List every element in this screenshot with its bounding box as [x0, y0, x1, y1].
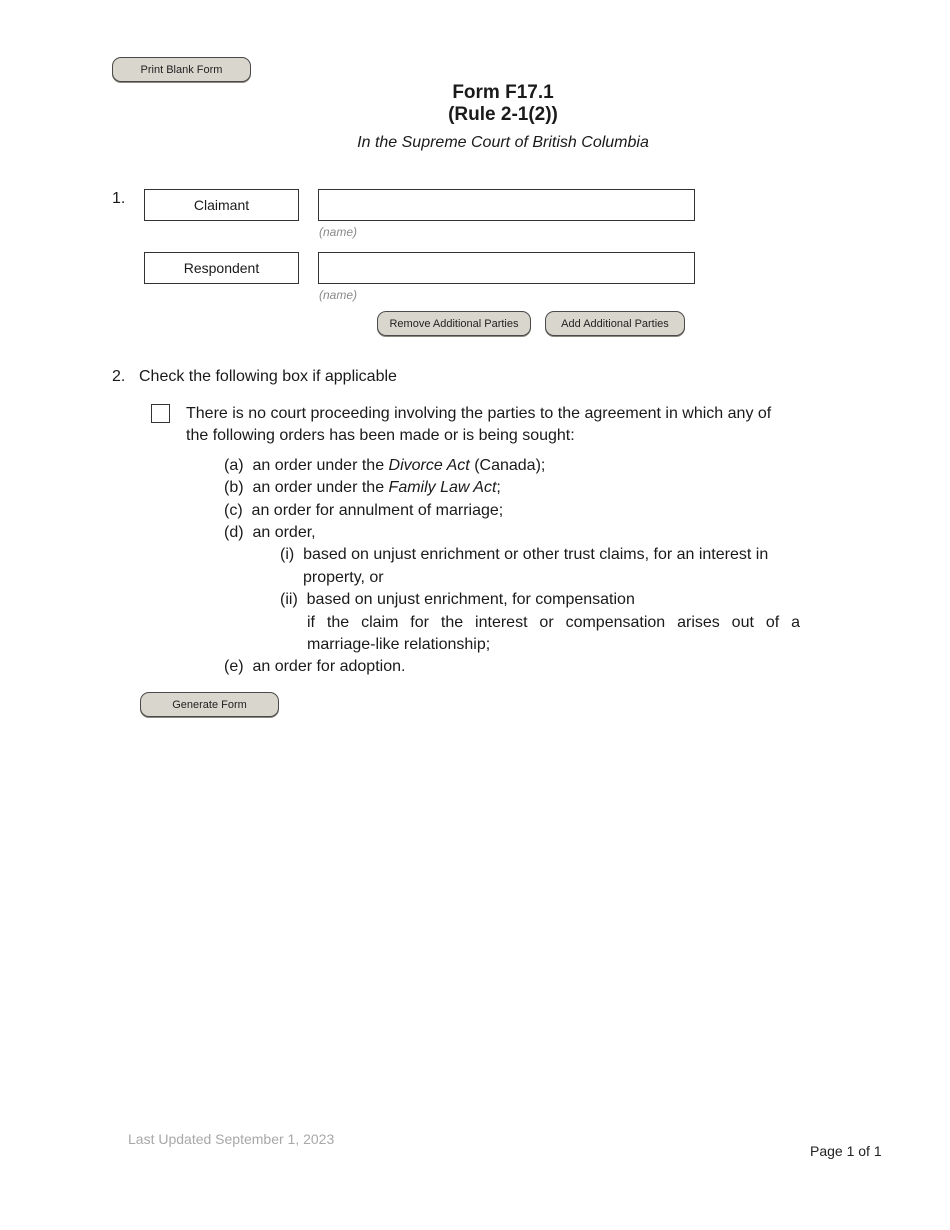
form-rule: (Rule 2-1(2)): [448, 104, 558, 125]
order-item-e: (e) an order for adoption.: [224, 658, 406, 675]
order-item-c: (c) an order for annulment of marriage;: [224, 502, 504, 519]
claimant-label: Claimant: [144, 189, 299, 221]
order-item-d-condition-line-2: marriage-like relationship;: [307, 636, 491, 653]
respondent-name-hint: (name): [319, 288, 358, 302]
family-law-act-italic: Family Law Act: [388, 479, 497, 496]
claimant-name-input[interactable]: [318, 189, 695, 221]
statement-line-2: the following orders has been made or is being sought:: [186, 427, 575, 444]
divorce-act-italic: Divorce Act: [388, 457, 470, 474]
order-item-d-i-line-1: (i) based on unjust enrichment or other trust claims, for an interest in: [280, 546, 769, 563]
court-name: In the Supreme Court of British Columbia: [357, 134, 649, 151]
item-b-suffix: ;: [496, 479, 501, 496]
order-item-d-ii: (ii) based on unjust enrichment, for compensation: [280, 591, 635, 608]
generate-form-button[interactable]: Generate Form: [140, 692, 279, 717]
form-number: Form F17.1: [452, 82, 554, 103]
respondent-label: Respondent: [144, 252, 299, 284]
order-item-d-i-line-2: property, or: [303, 569, 384, 586]
respondent-name-input[interactable]: [318, 252, 695, 284]
section-2-heading: Check the following box if applicable: [139, 368, 397, 385]
item-a-suffix: (Canada);: [469, 457, 546, 474]
order-item-d-condition-line-1: if the claim for the interest or compensation arises out of a: [307, 614, 800, 631]
print-blank-form-button[interactable]: Print Blank Form: [112, 57, 251, 82]
order-item-d: (d) an order,: [224, 524, 316, 541]
item-b-prefix: (b) an order under the: [224, 479, 389, 496]
remove-additional-parties-button[interactable]: Remove Additional Parties: [377, 311, 531, 336]
order-item-a: [224, 455, 545, 477]
no-proceeding-checkbox[interactable]: [151, 404, 170, 423]
claimant-name-hint: (name): [319, 225, 358, 239]
add-additional-parties-button[interactable]: Add Additional Parties: [545, 311, 685, 336]
section-2-number: 2.: [112, 368, 126, 385]
order-item-b: [224, 477, 501, 499]
section-1-number: 1.: [112, 190, 126, 207]
item-a-prefix: (a) an order under the: [224, 457, 389, 474]
page-number: Page 1 of 1: [810, 1143, 882, 1159]
statement-line-1: There is no court proceeding involving the parties to the agreement in which any of: [186, 405, 772, 422]
last-updated: Last Updated September 1, 2023: [128, 1131, 335, 1147]
